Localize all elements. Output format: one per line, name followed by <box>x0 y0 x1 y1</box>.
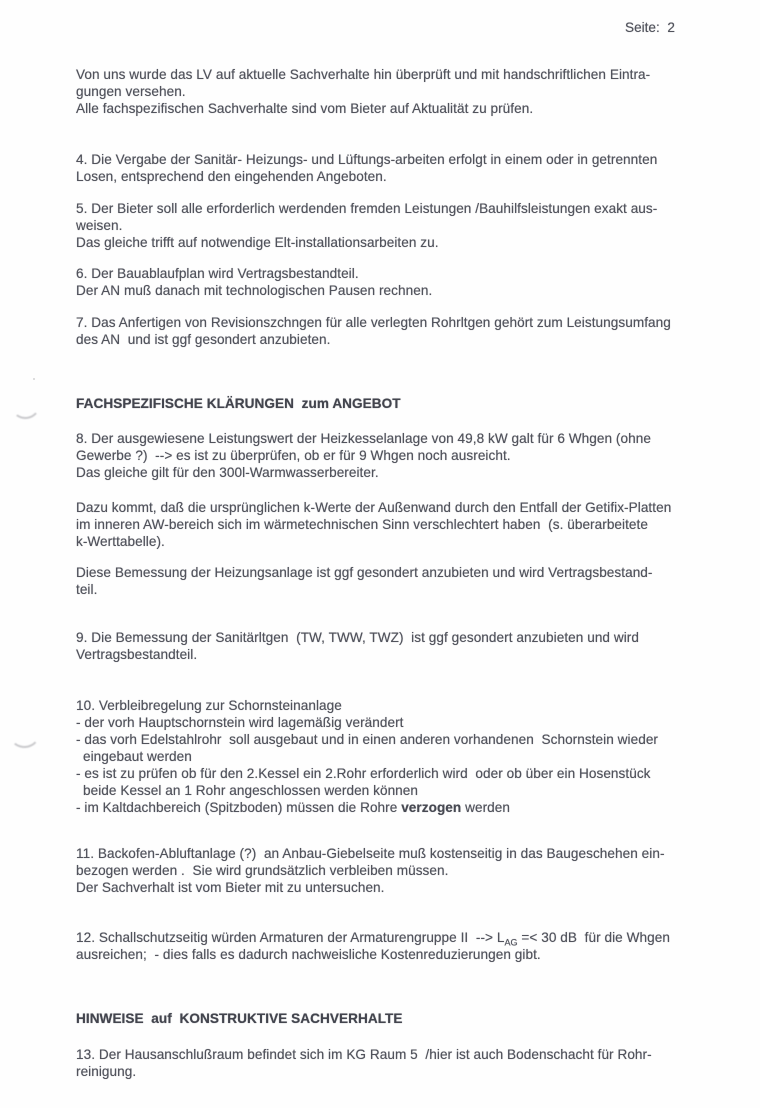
text-line: 5. Der Bieter soll alle erforderlich werdenden fremden Leistungen /Bauhilfsleistungen exakt aus- <box>76 201 658 216</box>
text-line: Vertragsbestandteil. <box>76 647 198 662</box>
text-segment: werden <box>461 800 510 815</box>
item-9 <box>76 629 728 663</box>
text-line: weisen. <box>76 218 123 233</box>
hole-punch-shadow <box>10 391 42 421</box>
heading-text: HINWEISE auf KONSTRUKTIVE SACHVERHALTE <box>76 1011 403 1026</box>
page-number: Seite: 2 <box>625 20 675 35</box>
item-13 <box>76 1046 728 1080</box>
text-line: ausreichen; - dies falls es dadurch nachweisliche Kostenreduzierungen gibt. <box>76 947 541 962</box>
item-10 <box>76 697 728 816</box>
scan-speck <box>33 378 35 380</box>
text-line: Diese Bemessung der Heizungsanlage ist ggf gesondert anzubieten und wird Vertragsbestand- <box>76 565 653 580</box>
text-line: Dazu kommt, daß die ursprünglichen k-Werte der Außenwand durch den Entfall der Getifix-Platten <box>76 500 672 515</box>
text-line: 7. Das Anfertigen von Revisionszchngen für alle verlegten Rohrltgen gehört zum Leistungsumfang <box>76 315 671 330</box>
text-line: im inneren AW-bereich sich im wärmetechnischen Sinn verschlechtert haben (s. überarbeitete <box>76 517 648 532</box>
section-heading-fachspezifische-klaerungen <box>76 395 728 412</box>
text-line: 13. Der Hausanschlußraum befindet sich im KG Raum 5 /hier ist auch Bodenschacht für Rohr- <box>76 1047 652 1062</box>
text-line: reinigung. <box>76 1064 137 1079</box>
text-line <box>76 929 728 946</box>
heading-text: FACHSPEZIFISCHE KLÄRUNGEN zum ANGEBOT <box>76 396 401 411</box>
text-line: Gewerbe ?) --> es ist zu überprüfen, ob er für 9 Whgen noch ausreicht. <box>76 448 511 463</box>
text-line: 6. Der Bauablaufplan wird Vertragsbestandteil. <box>76 266 359 281</box>
text-line: Das gleiche gilt für den 300l-Warmwasserbereiter. <box>76 465 379 480</box>
text-line: 8. Der ausgewiesene Leistungswert der Heizkesselanlage von 49,8 kW galt für 6 Whgen (ohne <box>76 431 651 446</box>
item-4 <box>76 151 728 185</box>
text-segment: 12. Schallschutzseitig würden Armaturen der Armaturengruppe II --> L <box>76 930 505 945</box>
item-5 <box>76 200 728 251</box>
item-6 <box>76 265 728 299</box>
text-line: bezogen werden . Sie wird grundsätzlich verbleiben müssen. <box>76 863 449 878</box>
text-line: 11. Backofen-Abluftanlage (?) an Anbau-Giebelseite muß kostenseitig in das Baugeschehen ein- <box>76 846 665 861</box>
text-line: teil. <box>76 582 98 597</box>
text-line: - das vorh Edelstahlrohr soll ausgebaut und in einen anderen vorhandenen Schornstein wieder <box>76 732 659 747</box>
text-line: beide Kessel an 1 Rohr angeschlossen werden können <box>83 783 419 798</box>
paragraph-dazu-kommt <box>76 499 728 550</box>
text-line: 9. Die Bemessung der Sanitärltgen (TW, TWW, TWZ) ist ggf gesondert anzubieten und wird <box>76 630 639 645</box>
hole-punch-shadow <box>8 718 41 749</box>
text-line: des AN und ist ggf gesondert anzubieten. <box>76 332 331 347</box>
text-line <box>76 799 728 816</box>
item-7 <box>76 314 728 348</box>
text-line: 10. Verbleibregelung zur Schornsteinanlage <box>76 698 342 713</box>
text-line: Alle fachspezifischen Sachverhalte sind vom Bieter auf Aktualität zu prüfen. <box>76 101 534 116</box>
text-segment: =< 30 dB für die Whgen <box>517 930 670 945</box>
text-line: eingebaut werden <box>83 749 192 764</box>
paragraph-diese-bemessung <box>76 564 728 598</box>
text-line: - der vorh Hauptschornstein wird lagemäßig verändert <box>76 715 404 730</box>
text-line: Das gleiche trifft auf notwendige Elt-installationsarbeiten zu. <box>76 235 439 250</box>
paragraph-intro <box>76 66 728 117</box>
text-segment: - im Kaltdachbereich (Spitzboden) müssen die Rohre <box>76 800 402 815</box>
emphasized-word: verzogen <box>401 800 462 815</box>
item-11 <box>76 845 728 896</box>
text-line: Von uns wurde das LV auf aktuelle Sachverhalte hin überprüft und mit handschriftlichen Eintra- <box>76 67 651 82</box>
text-line: Der Sachverhalt ist vom Bieter mit zu untersuchen. <box>76 880 385 895</box>
text-line: - es ist zu prüfen ob für den 2.Kessel ein 2.Rohr erforderlich wird oder ob über ein Hosenstück <box>76 766 651 781</box>
subscript-lag: AG <box>504 937 518 948</box>
text-line: k-Werttabelle). <box>76 534 165 549</box>
text-line: Der AN muß danach mit technologischen Pausen rechnen. <box>76 283 433 298</box>
item-12 <box>76 929 728 963</box>
text-line: 4. Die Vergabe der Sanitär- Heizungs- und Lüftungs-arbeiten erfolgt in einem oder in getrennten <box>76 152 658 167</box>
text-line: Losen, entsprechend den eingehenden Angeboten. <box>76 169 387 184</box>
item-8 <box>76 430 728 481</box>
section-heading-hinweise <box>76 1010 728 1027</box>
text-line: gungen versehen. <box>76 84 186 99</box>
